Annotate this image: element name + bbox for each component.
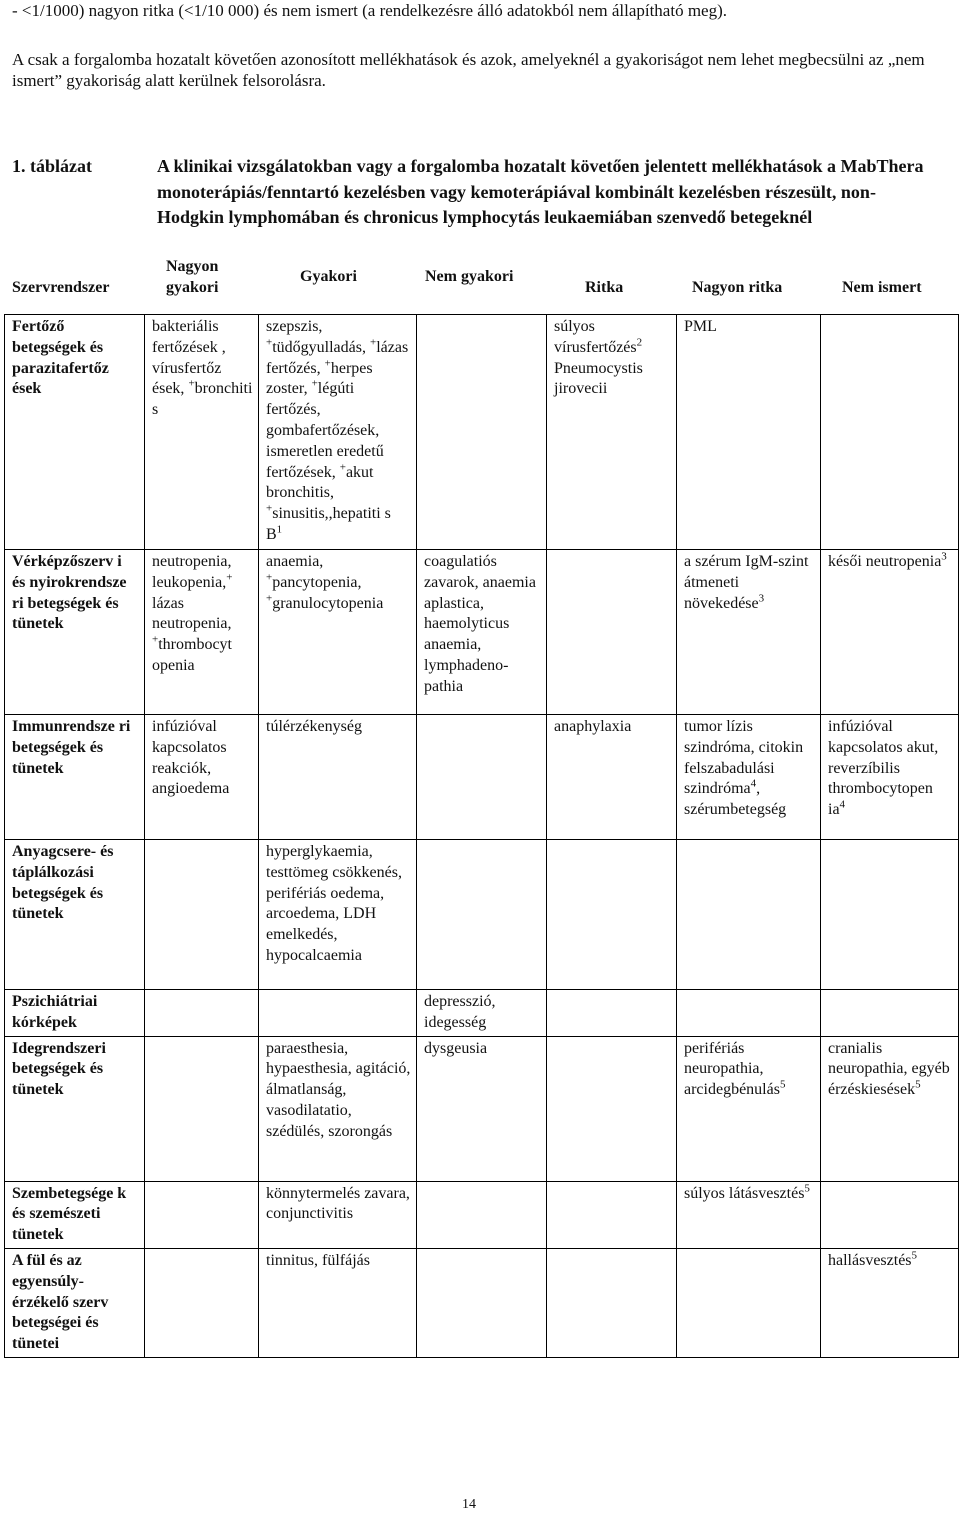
table-row	[5, 315, 959, 550]
cell-uncommon: depresszió, idegesség	[417, 990, 547, 1037]
cell-unknown: infúzióval kapcsolatos akut, reverzíbilis thrombocytopen $ia^4$	[821, 715, 959, 840]
cell-uncommon	[417, 840, 547, 990]
cell-common: szepszis, +tüdőgyulladás, +lázas fertőzés, +herpes zoster, +légúti fertőzés, gombafertőzések, ismeretlen eredetű fertőzések, +akut bronchitis, +sinusitis,,hepatiti s $B^1$	[259, 315, 417, 550]
cell-rare	[547, 1036, 677, 1181]
cell-rare	[547, 1248, 677, 1357]
cell-very-rare: tumor lízis szindróma, citokin felszabadulási szindróma$^4$, szérumbetegség	[677, 715, 821, 840]
cell-very-common: bakteriális fertőzések , vírusfertőz ések, +bronchiti s	[145, 315, 259, 550]
header-system: Szervrendszer	[12, 279, 110, 296]
cell-very-common	[145, 1181, 259, 1248]
cell-very-common: neutropenia, leukopenia,+ lázas neutropenia, +thrombocyt openia	[145, 550, 259, 715]
table-title: A klinikai vizsgálatokban vagy a forgalomba hozatalt követően jelentett mellékhatások a MabThera monoterápiás/fenntartó kezelésben vagy kemoterápiával kombinált kezelésben részesült, non-Hodgkin lymphomában és chronicus lymphocytás leukaemiában szenvedő betegeknél	[157, 156, 924, 227]
cell-uncommon	[417, 315, 547, 550]
cell-system: Vérképzőszerv i és nyirokrendsze ri betegségek és tünetek	[5, 550, 145, 715]
cell-system: Immunrendsze ri betegségek és tünetek	[5, 715, 145, 840]
cell-rare	[547, 840, 677, 990]
cell-unknown: késői neutropenia$^3$	[821, 550, 959, 715]
cell-uncommon: coagulatiós zavarok, anaemia aplastica, haemolyticus anaemia, lymphadeno- pathia	[417, 550, 547, 715]
cell-very-rare: a szérum IgM-szint átmeneti növekedése$^3$	[677, 550, 821, 715]
cell-system: Fertőző betegségek és parazitafertőz ések	[5, 315, 145, 550]
cell-common: túlérzékenység	[259, 715, 417, 840]
cell-very-rare	[677, 1248, 821, 1357]
cell-system: A fül és az egyensúly- érzékelő szerv betegségei és tünetei	[5, 1248, 145, 1357]
table-row	[5, 1181, 959, 1248]
cell-common: anaemia, +pancytopenia, +granulocytopenia	[259, 550, 417, 715]
cell-unknown	[821, 990, 959, 1037]
cell-very-common	[145, 840, 259, 990]
header-common: Gyakori	[300, 268, 357, 285]
cell-very-rare: perifériás neuropathia, arcidegbénulás$^5$	[677, 1036, 821, 1181]
cell-unknown	[821, 1181, 959, 1248]
cell-very-common	[145, 990, 259, 1037]
cell-unknown: hallásvesztés$^5$	[821, 1248, 959, 1357]
cell-system: Pszichiátriai kórképek	[5, 990, 145, 1037]
cell-rare: súlyos vírusfertőzés$^2$ Pneumocystis jirovecii	[547, 315, 677, 550]
cell-unknown	[821, 840, 959, 990]
cell-common: hyperglykaemia, testtömeg csökkenés, perifériás oedema, arcoedema, LDH emelkedés, hypocalcaemia	[259, 840, 417, 990]
cell-uncommon: dysgeusia	[417, 1036, 547, 1181]
cell-very-rare	[677, 840, 821, 990]
cell-very-common: infúzióval kapcsolatos reakciók, angioedema	[145, 715, 259, 840]
cell-very-common	[145, 1248, 259, 1357]
table-row	[5, 1248, 959, 1357]
intro-line-1: - <1/1000) nagyon ritka (<1/10 000) és nem ismert (a rendelkezésre álló adatokból nem állapítható meg).	[12, 1, 728, 20]
table-row	[5, 1036, 959, 1181]
table-row	[5, 990, 959, 1037]
cell-very-rare: PML	[677, 315, 821, 550]
cell-rare	[547, 550, 677, 715]
header-rare: Ritka	[585, 279, 624, 296]
intro-text	[12, 0, 942, 91]
cell-rare: anaphylaxia	[547, 715, 677, 840]
cell-system: Idegrendszeri betegségek és tünetek	[5, 1036, 145, 1181]
cell-common: paraesthesia, hypaesthesia, agitáció, álmatlanság, vasodilatatio, szédülés, szorongás	[259, 1036, 417, 1181]
adverse-effects-table	[4, 314, 959, 1358]
cell-very-common	[145, 1036, 259, 1181]
cell-uncommon	[417, 1248, 547, 1357]
cell-common	[259, 990, 417, 1037]
table-number: 1. táblázat	[12, 156, 92, 176]
table-row	[5, 840, 959, 990]
cell-common: könnytermelés zavara, conjunctivitis	[259, 1181, 417, 1248]
cell-rare	[547, 1181, 677, 1248]
cell-system: Anyagcsere- és táplálkozási betegségek és tünetek	[5, 840, 145, 990]
cell-uncommon	[417, 715, 547, 840]
intro-line-2: A csak a forgalomba hozatalt követően azonosított mellékhatások és azok, amelyeknél a gyakoriságot nem lehet megbecsülni az „nem ismert” gyakoriság alatt kerülnek felsorolásra.	[12, 50, 925, 90]
cell-unknown	[821, 315, 959, 550]
cell-system: Szembetegsége k és szemészeti tünetek	[5, 1181, 145, 1248]
header-unknown: Nem ismert	[842, 279, 922, 296]
table-row	[5, 715, 959, 840]
header-uncommon: Nem gyakori	[425, 268, 514, 285]
cell-very-rare: súlyos látásvesztés$^5$	[677, 1181, 821, 1248]
cell-common: tinnitus, fülfájás	[259, 1248, 417, 1357]
table-row	[5, 550, 959, 715]
header-very-common: Nagyon gyakori	[166, 258, 219, 296]
cell-rare	[547, 990, 677, 1037]
header-very-rare: Nagyon ritka	[692, 279, 783, 296]
page-number: 14	[462, 1497, 476, 1512]
cell-uncommon	[417, 1181, 547, 1248]
cell-unknown: cranialis neuropathia, egyéb érzéskiesések$^5$	[821, 1036, 959, 1181]
cell-very-rare	[677, 990, 821, 1037]
